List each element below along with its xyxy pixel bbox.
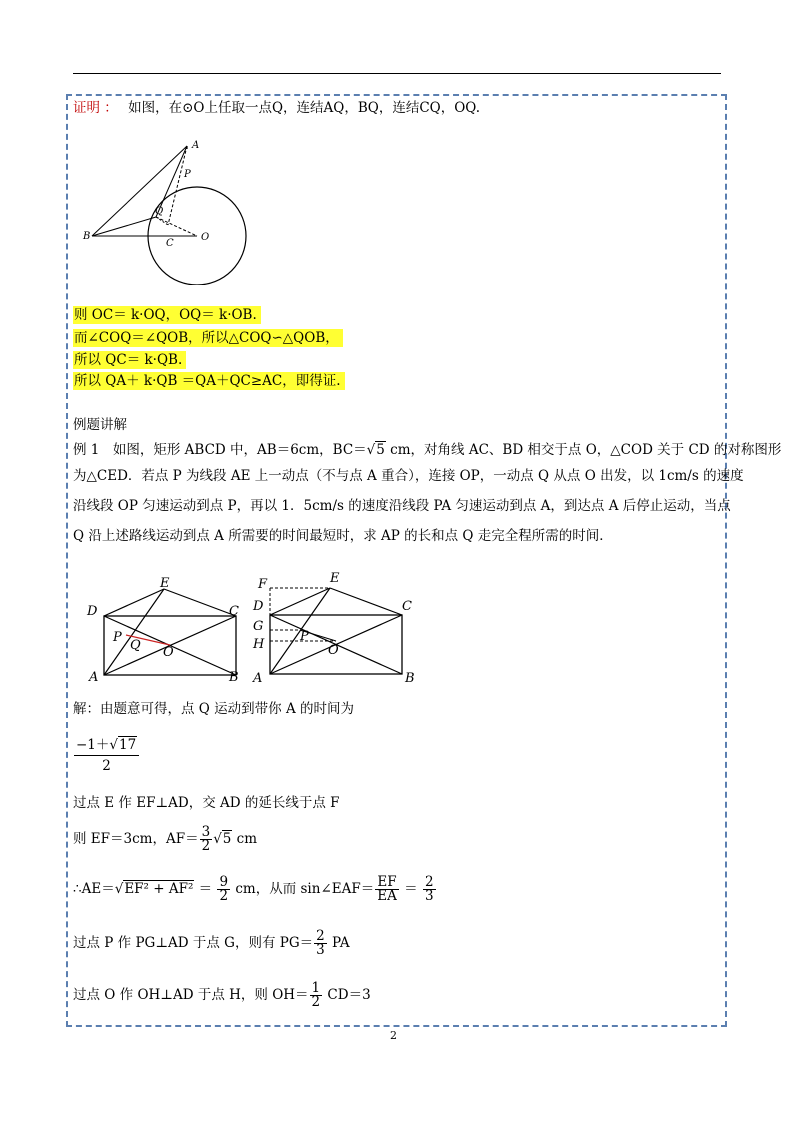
- label-b: B: [405, 671, 415, 686]
- label-d: D: [87, 604, 98, 619]
- label-p: P: [300, 629, 309, 644]
- line-qo: [156, 217, 197, 236]
- label-f: F: [258, 577, 268, 592]
- label-a: A: [253, 671, 263, 686]
- label-o: O: [201, 232, 210, 243]
- proof-label: 证明 ：: [73, 100, 118, 116]
- page-number: 2: [390, 1029, 397, 1042]
- label-q: Q: [155, 206, 164, 217]
- example-line-2: 为△CED．若点 P 为线段 AE 上一动点（不与点 A 重合），连接 OP，一动点 Q 从点 O 出发，以 1cm/s 的速度: [73, 468, 744, 484]
- label-p: P: [113, 630, 122, 645]
- section-title: 例题讲解: [73, 417, 127, 433]
- solution-step-3: ∴AE＝√EF² + AF² ＝ $\frac{9}{2}$ cm，从而 sin∠EAF＝ $\frac{EF}{EA}$ ＝ $\frac{2}{3}$: [73, 874, 434, 904]
- solution-step-4: 过点 P 作 PG⊥AD 于点 G，则有 PG＝ $\frac{2}{3}$ PA: [73, 928, 350, 958]
- line-ec: [330, 588, 402, 615]
- label-a: A: [192, 140, 200, 151]
- label-q: Q: [130, 638, 141, 653]
- highlight-line-3: 所以 QC＝ k·QB.: [73, 351, 186, 369]
- figure-circle: [80, 135, 260, 285]
- label-e: E: [160, 576, 170, 591]
- label-o: O: [328, 643, 339, 658]
- label-b: B: [83, 231, 91, 242]
- highlight-line-2: 而∠COQ＝∠QOB，所以△COQ∽△QOB，: [73, 329, 343, 347]
- label-b: B: [229, 670, 239, 685]
- solution-time-fraction: $\frac{-1+√17}{2}$: [73, 735, 140, 776]
- label-c: C: [229, 604, 239, 619]
- label-p: P: [184, 169, 191, 180]
- figure-rectangle-2: [250, 570, 422, 686]
- example-line-4: Q 沿上述路线运动到点 A 所需要的时间最短时，求 AP 的长和点 Q 走完全程所需的时间．: [73, 528, 613, 544]
- solution-step-1: 过点 E 作 EF⊥AD，交 AD 的延长线于点 F: [73, 795, 340, 811]
- highlight-line-1: 则 OC＝ k·OQ，OQ＝ k·OB.: [73, 306, 261, 324]
- solution-step-2: 则 EF＝3cm，AF＝ $\frac{3}{2}$ √5 cm: [73, 824, 258, 854]
- line-ac: [168, 146, 187, 225]
- label-c: C: [166, 238, 174, 249]
- label-h: H: [253, 637, 265, 652]
- header-rule: [73, 73, 721, 74]
- proof-text: 如图，在⊙O上任取一点Q，连结AQ，BQ，连结CQ，OQ.: [128, 100, 480, 116]
- label-c: C: [402, 599, 412, 614]
- solution-step-5: 过点 O 作 OH⊥AD 于点 H，则 OH＝ $\frac{1}{2}$ CD＝3: [73, 980, 371, 1010]
- label-d: D: [253, 599, 264, 614]
- proof-line: [73, 99, 480, 117]
- example-line-3: 沿线段 OP 匀速运动到点 P，再以 1．5cm/s 的速度沿线段 PA 匀速运动到点 A，到达点 A 后停止运动，当点: [73, 498, 731, 514]
- example-line-1: 例 1 如图，矩形 ABCD 中，AB＝6cm，BC＝√5 cm，对角线 AC、BD 相交于点 O，△COD 关于 CD 的对称图形: [73, 442, 782, 458]
- line-ec: [164, 589, 236, 616]
- figure-rectangle-1: [84, 572, 256, 687]
- label-o: O: [163, 645, 174, 660]
- label-g: G: [253, 619, 264, 634]
- label-a: A: [89, 670, 99, 685]
- highlight-line-4: 所以 QA＋ k·QB ＝QA＋QC≥AC，即得证.: [73, 372, 345, 390]
- solution-intro: 解：由题意可得，点 Q 运动到带你 A 的时间为: [73, 701, 354, 717]
- line-ab: [92, 146, 187, 236]
- label-e: E: [330, 571, 340, 586]
